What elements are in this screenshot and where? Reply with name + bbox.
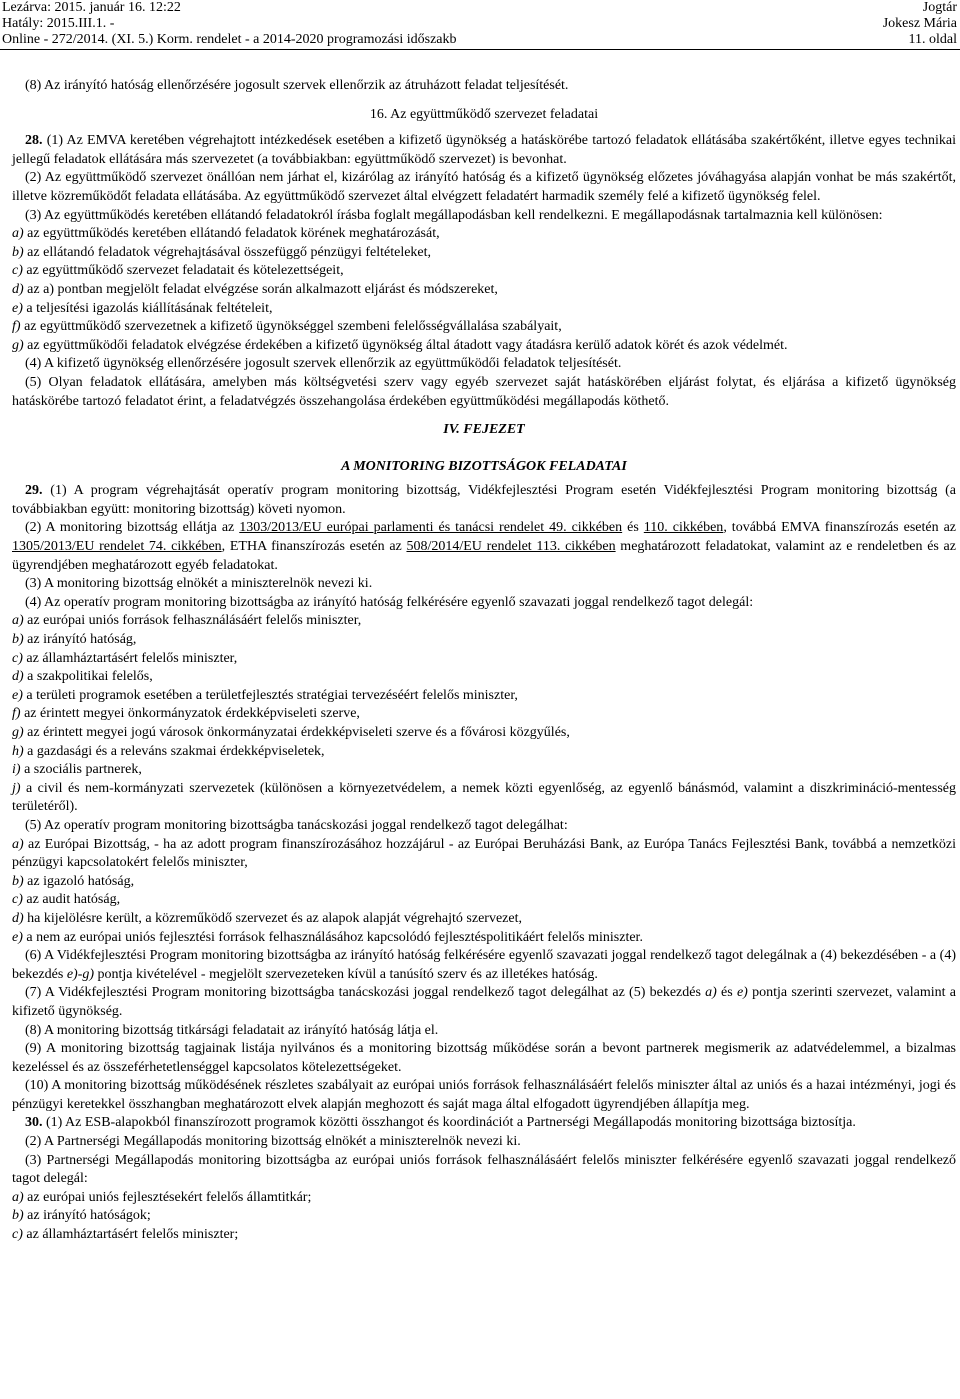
list-29-4-item bbox=[12, 724, 956, 743]
section-number-29: 29. bbox=[25, 483, 43, 499]
header-closed-date: Lezárva: 2015. január 16. 12:22 bbox=[2, 0, 181, 15]
list-29-5-item bbox=[12, 836, 956, 873]
p29-7-part: (7) A Vidékfejlesztési Program monitoring bizottságba tanácskozási joggal rendelkező tagot delegálhat az (5) bekezdés bbox=[25, 985, 706, 1001]
list-30-3 bbox=[12, 1189, 956, 1245]
link-508-2014[interactable]: 508/2014/EU rendelet 113. cikkében bbox=[406, 539, 616, 555]
paragraph-29-8: (8) A monitoring bizottság titkársági feladatait az irányító hatóság látja el. bbox=[25, 1022, 439, 1038]
header-publisher: Jogtár bbox=[922, 0, 957, 15]
paragraph-30-3: (3) Partnerségi Megállapodás monitoring bizottságba az európai uniós források felhasználásáért felelős miniszter felkérésére egyenlő szavazati joggal rendelkező tagot delegál: bbox=[12, 1152, 956, 1187]
list-29-4-item bbox=[12, 631, 956, 650]
list-item-text: az érintett megyei jogú városok önkormányzatai érdekképviseleti szerve és a fővárosi közgyűlés, bbox=[23, 725, 570, 740]
list-28-item bbox=[12, 318, 956, 337]
list-28-item bbox=[12, 225, 956, 244]
list-item-text: az ellátandó feladatok végrehajtásával összefüggő pénzügyi feltételeket, bbox=[23, 244, 432, 260]
paragraph-29-10: (10) A monitoring bizottság működésének részletes szabályait az európai uniós források felhasználásáért felelős miniszter által az uniós és a hazai intézményi, jogi és pénzügyi keretekkel összhangban meghatározott elvek alapján meghozott és saját maga által elfogadott ügyrendjében állapítja meg. bbox=[12, 1078, 956, 1112]
list-item-text: a nem az európai uniós fejlesztési források felhasználásához kapcsolódó fejlesztéspolitikáért felelős miniszter. bbox=[22, 929, 643, 945]
paragraph-28-5: (5) Olyan feladatok ellátására, amelyben más költségvetési szerv vagy egyéb szervezet saját hatáskörében eljárást folytat, és eljárása a kifizető ügynökség hatáskörébe tartozó feladatot érint, a feladatvégzés összehangolása érdekében együttműködési megállapodás köthető. bbox=[12, 374, 956, 409]
paragraph-28-1-text: (1) Az EMVA keretében végrehajtott intézkedések esetében a kifizető ügynökség a hatáskörébe tartozó feladatok ellátásába szakértőként, illetve egyes technikai jellegű feladatok ellátására más szervezetet (a továbbiakban: együttműködő szervezet) is bevonhat. bbox=[12, 133, 957, 167]
list-29-4-item bbox=[12, 743, 956, 762]
paragraph-30-1-text: (1) Az ESB-alapokból finanszírozott programok közötti összhangot és koordinációt a Partnerségi Megállapodás monitoring bizottsága biztosítja. bbox=[46, 1115, 856, 1131]
list-29-4-item bbox=[12, 780, 956, 817]
p29-7-part: pontja szerinti szervezet, valamint a kifizető ügynökség. bbox=[12, 985, 956, 1019]
paragraph-29-7 bbox=[12, 984, 956, 1021]
p29-2-part: , ETHA finanszírozás esetén az bbox=[221, 539, 407, 555]
list-28-item bbox=[12, 244, 956, 263]
p29-6-point-ref: e)-g) bbox=[66, 966, 95, 982]
list-item-text: az irányító hatóság, bbox=[23, 632, 137, 648]
link-1303-2013[interactable]: 1303/2013/EU európai parlamenti és tanácsi rendelet 49. cikkében bbox=[239, 520, 623, 536]
list-item-text: az európai uniós források felhasználásáért felelős miniszter, bbox=[23, 613, 362, 629]
paragraph-29-3: (3) A monitoring bizottság elnökét a miniszterelnök nevezi ki. bbox=[25, 576, 373, 592]
list-29-4-item bbox=[12, 705, 956, 724]
list-item-text: a civil és nem-kormányzati szervezetek (különösen a környezetvédelem, a nemek közti egyenlőség, az egyenlő bánásmód, valamint a diszkrimináció-mentesség területéről). bbox=[12, 780, 956, 815]
list-item-marker: g) bbox=[12, 337, 24, 353]
list-29-5 bbox=[12, 836, 956, 948]
paragraph-29-1-text: (1) A program végrehajtását operatív program monitoring bizottság, Vidékfejlesztési Program esetén Vidékfejlesztési Program monitoring bizottság (a továbbiakban együtt: monitoring bizottság) követi nyomon. bbox=[12, 483, 957, 517]
list-item-marker: d) bbox=[12, 910, 24, 926]
header-right bbox=[883, 0, 957, 48]
p29-7-point-ref: e) bbox=[736, 985, 748, 1001]
list-29-5-item bbox=[12, 929, 956, 948]
list-29-4 bbox=[12, 612, 956, 817]
list-28-item bbox=[12, 337, 956, 356]
list-item-text: ha kijelölésre került, a közreműködő szervezet és az alapok alapját végrehajtó szervezet, bbox=[23, 910, 522, 926]
paragraph-27-8: (8) Az irányító hatóság ellenőrzésére jogosult szervek ellenőrzik az átruházott feladat teljesítését. bbox=[25, 78, 569, 93]
list-item-text: az együttműködői feladatok elvégzése érdekében a kifizető ügynökség által átadott vagy átadásra kerülő adatok körét és azok védelmét. bbox=[23, 337, 788, 353]
list-30-item bbox=[12, 1189, 956, 1208]
list-item-marker: e) bbox=[12, 929, 23, 945]
list-item-marker: c) bbox=[12, 892, 23, 908]
link-1305-2013[interactable]: 1305/2013/EU rendelet 74. cikkében bbox=[12, 539, 222, 555]
p29-2-part: , továbbá EMVA finanszírozás esetén az bbox=[723, 520, 956, 536]
paragraph-28-3: (3) Az együttműködés keretében ellátandó feladatokról írásba foglalt megállapodásban kell rendelkezni. E megállapodásnak tartalmaznia kell különösen: bbox=[25, 207, 883, 223]
list-28-item bbox=[12, 281, 956, 300]
list-item-marker: d) bbox=[12, 669, 24, 685]
paragraph-28-4: (4) A kifizető ügynökség ellenőrzésére jogosult szervek ellenőrzik az együttműködői feladatok teljesítését. bbox=[25, 356, 622, 372]
section-16-title: 16. Az együttműködő szervezet feladatai bbox=[369, 106, 599, 122]
list-item-marker: c) bbox=[12, 650, 23, 666]
list-item-text: a szakpolitikai felelős, bbox=[23, 669, 153, 685]
list-item-text: az együttműködő szervezetnek a kifizető ügynökséggel szembeni felelősségvállalása szabályait, bbox=[20, 319, 562, 335]
p29-7-point-ref: a) bbox=[705, 985, 717, 1001]
list-item-text: a teljesítési igazolás kiállításának feltételeit, bbox=[22, 300, 273, 316]
list-item-marker: a) bbox=[12, 226, 24, 242]
list-item-text: az érintett megyei önkormányzatok érdekképviseleti szerve, bbox=[20, 706, 360, 722]
link-110-cikk[interactable]: 110. cikkében bbox=[643, 520, 724, 536]
list-item-marker: h) bbox=[12, 743, 24, 759]
list-28-item bbox=[12, 300, 956, 319]
paragraph-28-2: (2) Az együttműködő szervezet önállóan nem járhat el, kizárólag az irányító hatóság és a kifizető ügynökség előzetes jóváhagyása alapján vonhat be más szakértőt, illetve közreműködőt feladata ellátásába. Az együttműködő szervezet által elvégzett feladatért harmadik személy felé a kifizető ügynökség felel. bbox=[12, 170, 956, 204]
list-item-text: az igazoló hatóság, bbox=[23, 873, 135, 889]
paragraph-29-2 bbox=[12, 519, 956, 575]
list-item-marker: a) bbox=[12, 1189, 24, 1205]
list-item-marker: b) bbox=[12, 244, 24, 260]
list-29-5-item bbox=[12, 891, 956, 910]
header-left bbox=[2, 0, 457, 48]
list-29-4-item bbox=[12, 668, 956, 687]
header-effective-date: Hatály: 2015.III.1. - bbox=[2, 16, 115, 31]
list-item-text: az államháztartásért felelős miniszter, bbox=[22, 650, 238, 666]
paragraph-29-9: (9) A monitoring bizottság tagjainak listája nyilvános és a monitoring bizottság működése során a bevont partnerek megismerik az adatvédelemmel, a bizalmas kezeléssel és az összeférhetetlenséggel kapcsolatos kötelezettségeket. bbox=[12, 1041, 956, 1075]
list-item-marker: j) bbox=[12, 780, 21, 796]
list-item-marker: d) bbox=[12, 281, 24, 297]
chapter-heading: IV. FEJEZET bbox=[443, 422, 525, 438]
list-item-marker: b) bbox=[12, 873, 24, 889]
header-divider bbox=[0, 49, 960, 50]
list-29-5-item bbox=[12, 910, 956, 929]
p29-6-part: pontja kivételével - megjelölt szervezeteken kívül a tanúsító szerv és az illetékes hatóság. bbox=[94, 966, 598, 982]
list-28-item bbox=[12, 262, 956, 281]
list-item-marker: a) bbox=[12, 836, 24, 852]
list-item-marker: f) bbox=[12, 706, 21, 722]
list-item-marker: e) bbox=[12, 300, 23, 316]
page-header bbox=[0, 0, 960, 48]
chapter-title: A MONITORING BIZOTTSÁGOK FELADATAI bbox=[341, 458, 627, 474]
list-item-marker: f) bbox=[12, 319, 21, 335]
p29-2-part: meghatározott feladatokat, valamint az e rendeletben és az ügyrendjében meghatározott egyéb feladatokat. bbox=[12, 539, 956, 573]
section-number-30: 30. bbox=[25, 1115, 43, 1131]
list-item-marker: b) bbox=[12, 1208, 24, 1224]
list-28-3 bbox=[12, 225, 956, 355]
list-item-marker: b) bbox=[12, 632, 24, 648]
list-item-marker: e) bbox=[12, 687, 23, 703]
list-item-text: az a) pontban megjelölt feladat elvégzése során alkalmazott eljárást és módszereket, bbox=[23, 281, 498, 297]
list-item-marker: g) bbox=[12, 725, 24, 740]
paragraph-29-5: (5) Az operatív program monitoring bizottságba tanácskozási joggal rendelkező tagot delegálhat: bbox=[25, 817, 568, 833]
header-user: Jokesz Mária bbox=[882, 16, 957, 31]
list-29-4-item bbox=[12, 650, 956, 669]
list-item-marker: i) bbox=[12, 762, 21, 778]
paragraph-30-1 bbox=[12, 1114, 956, 1133]
list-30-item bbox=[12, 1207, 956, 1226]
list-29-5-item bbox=[12, 873, 956, 892]
paragraph-30-2: (2) A Partnerségi Megállapodás monitoring bizottság elnökét a miniszterelnök nevezi ki. bbox=[25, 1134, 521, 1150]
list-item-marker: c) bbox=[12, 1227, 23, 1243]
p29-7-part: és bbox=[716, 985, 737, 1001]
header-page-number: 11. oldal bbox=[908, 32, 957, 47]
list-item-text: a gazdasági és a releváns szakmai érdekképviseletek, bbox=[23, 743, 325, 759]
paragraph-29-1 bbox=[12, 482, 956, 519]
list-item-text: az Európai Bizottság, - ha az adott program finanszírozásához hozzájárul - az Európai Beruházási Bank, az Európa Tanács Fejlesztési Bank, továbbá a nemzetközi pénzügyi kapcsolatokért felelős miniszter, bbox=[12, 836, 956, 871]
p29-2-part: (2) A monitoring bizottság ellátja az bbox=[25, 520, 240, 536]
paragraph-29-6 bbox=[12, 947, 956, 984]
list-item-text: a területi programok esetében a területfejlesztés stratégiai tervezéséért felelős miniszter, bbox=[22, 687, 518, 703]
list-item-marker: c) bbox=[12, 263, 23, 279]
list-item-text: a szociális partnerek, bbox=[20, 762, 142, 778]
p29-2-part: és bbox=[622, 520, 644, 536]
document-body bbox=[12, 77, 956, 1245]
p29-6-part: (6) A Vidékfejlesztési Program monitoring bizottságba az irányító hatóság felkérésére egyenlő szavazati joggal rendelkező tagot delegálnak a (4) bekezdésében - a (4) bekezdés bbox=[12, 948, 956, 982]
list-item-text: az audit hatóság, bbox=[22, 892, 121, 908]
list-29-4-item bbox=[12, 761, 956, 780]
list-item-marker: a) bbox=[12, 613, 24, 629]
header-document-title: Online - 272/2014. (XI. 5.) Korm. rendelet - a 2014-2020 programozási időszakb bbox=[2, 32, 457, 47]
paragraph-28-1 bbox=[12, 132, 956, 169]
paragraph-29-4: (4) Az operatív program monitoring bizottságba az irányító hatóság felkérésére egyenlő szavazati joggal rendelkező tagot delegál: bbox=[25, 594, 754, 610]
list-item-text: az irányító hatóságok; bbox=[23, 1208, 151, 1224]
list-item-text: az együttműködő szervezet feladatait és kötelezettségeit, bbox=[22, 263, 344, 279]
list-item-text: az együttműködés keretében ellátandó feladatok körének meghatározását, bbox=[23, 226, 440, 242]
list-29-4-item bbox=[12, 687, 956, 706]
section-number-28: 28. bbox=[25, 133, 43, 149]
list-item-text: az államháztartásért felelős miniszter; bbox=[22, 1227, 239, 1243]
list-29-4-item bbox=[12, 612, 956, 631]
list-30-item bbox=[12, 1226, 956, 1245]
list-item-text: az európai uniós fejlesztésekért felelős államtitkár; bbox=[23, 1189, 312, 1205]
